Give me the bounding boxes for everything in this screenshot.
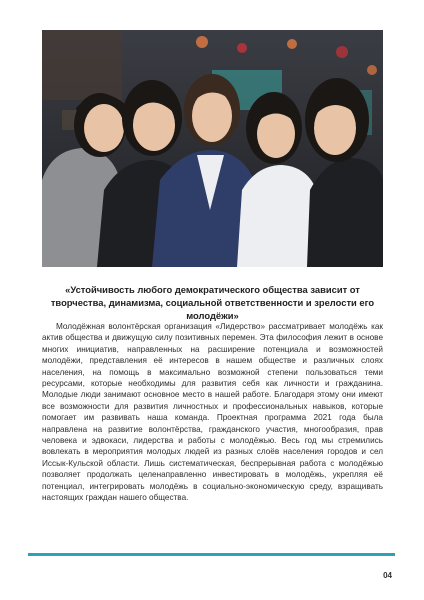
group-photo bbox=[42, 30, 383, 267]
body-paragraph: Молодёжная волонтёрская организация «Лидерство» рассматривает молодёжь как актив общества и движущую силу позитивных перемен. Эта философия лежит в основе многих инициатив, направленных на расширение потенциала и возможностей молодёжи, представления её интересов в нашем обществе и различных слоях населения, на помощь в максимально возможной степени пользоваться теми ресурсами, которые необходимы для развития себя как личности и гражданина. Молодые люди занимают основное место в нашей работе. Благодаря этому они имеют все возможности для развития личностных и профессиональных навыков, которые помогает им развивать наша команда. Проектная программа 2021 года была направлена на развитие волонтёрства, гражданского участия, многообразия, прав человека и эдвокаси, лидерства и работы с молодёжью. Весь год мы стремились вовлекать в мероприятия молодых людей из разных слоёв населения городов и сел Иссык-Кульской области. Лишь систематическая, беспрерывная работа с молодёжью позволяет продолжать целенаправленно инвестировать в молодёжь, укрепляя её потенциал, интегрировать молодёжь в социально-экономическую среду, взращивать настоящих граждан нашего общества. bbox=[42, 322, 383, 503]
group-photo-icon bbox=[42, 30, 383, 267]
page-number: 04 bbox=[383, 571, 392, 580]
quote-heading: «Устойчивость любого демократического общества зависит от творчества, динамизма, социальной ответственности и зрелости его молодёжи» bbox=[50, 284, 375, 321]
footer-divider bbox=[28, 553, 395, 556]
